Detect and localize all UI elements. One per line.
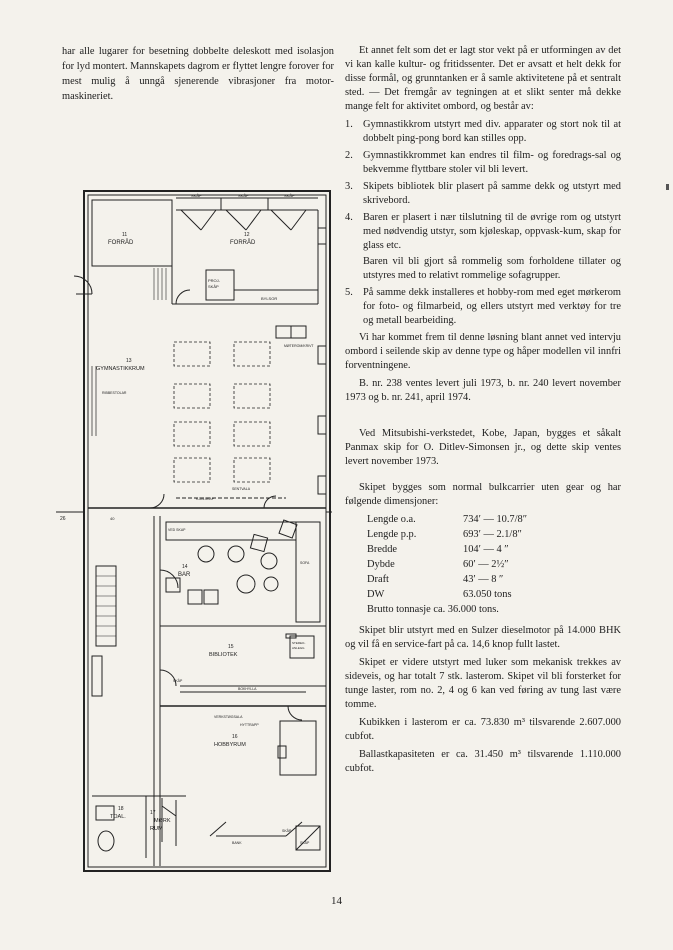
plan-label-kjolskap: KJØLSKAP xyxy=(196,497,215,501)
plan-label-sofa: SOFA xyxy=(300,561,310,565)
list-text: Gymnastikkrommet kan endres til film- og foredrags-sal og bekvemme flyttbare stoler vil bli levert. xyxy=(363,150,621,175)
plan-label-skap-5: SKÅP xyxy=(282,829,292,833)
plan-room-13-number: 13 xyxy=(126,358,132,364)
right-column xyxy=(345,44,621,780)
list-number: 4. xyxy=(345,212,353,223)
engine-paragraph: Skipet blir utstyrt med en Sulzer dieselmotor på 14.000 BHK og vil få en service-fart på ca. 14,6 knop fullt lastet. xyxy=(345,625,621,650)
deck-floorplan xyxy=(56,186,332,881)
delivery-paragraph: B. nr. 238 ventes levert juli 1973, b. nr. 240 levert november 1973 og b. nr. 241, april 1974. xyxy=(345,378,621,403)
list-item xyxy=(345,118,621,146)
plan-label-bylsor: BYLSOR xyxy=(261,296,278,301)
plan-label-moterom: MØTEROM/KRIVT xyxy=(284,344,314,348)
plan-room-18-name: TOAL. xyxy=(110,814,126,820)
plan-label-anlegg: ANLEGG xyxy=(292,646,305,650)
plan-room-14-number: 14 xyxy=(182,564,188,570)
plan-room-12-name: FORRÅD xyxy=(230,240,256,246)
plan-label-sentvala: SENTVALA xyxy=(232,487,251,491)
dimensions-intro: Skipet bygges som normal bulkcarrier uten gear og har følgende dimensjoner: xyxy=(345,482,621,507)
list-number: 5. xyxy=(345,287,353,298)
mitsubishi-paragraph: Ved Mitsubishi-verkstedet, Kobe, Japan, bygges et såkalt Panmax skip for O. Ditlev-Simonsen jr., og dette skip ventes levert november 1973. xyxy=(345,428,621,467)
plan-room-17-number: 17 xyxy=(150,810,156,816)
plan-room-16-name: HOBBYRUM xyxy=(214,742,246,748)
plan-room-11-number: 11 xyxy=(122,232,128,238)
cargo-cubic-paragraph: Kubikken i lasterom er ca. 73.830 m³ tilsvarende 2.607.000 cubfot. xyxy=(345,717,621,742)
plan-room-16-number: 16 xyxy=(232,734,238,740)
table-row: Bredde 104′ — 4 ″ xyxy=(367,544,509,555)
edge-mark xyxy=(666,184,669,190)
intro-paragraph: Et annet felt som det er lagt stor vekt på er utformingen av det vi kan kalle kultur- og fritidssenter. Det er avsatt et helt dekk for disse formål, og grunntanken er å samle aktivitetene på et sentralt sted. — Det fremgår av tegningen at et slikt senter må dekke mange felt for aktivitet ombord, og består av: xyxy=(345,45,621,112)
plan-room-18-number: 18 xyxy=(118,806,124,812)
plan-label-skap-4: SKÅP xyxy=(173,679,183,683)
list-text: På samme dekk installeres et hobby-rom med eget mørkerom for foto- og filmarbeid, og ellers utstyrt med verktøy for tre og metall bearbeiding. xyxy=(363,287,621,326)
table-row: DW 63.050 tons xyxy=(367,589,512,600)
list-item xyxy=(345,180,621,208)
plan-label-proj: PROJ- xyxy=(208,278,220,283)
plan-room-15-number: 15 xyxy=(228,644,234,650)
table-row: Lengde p.p. 693′ — 2.1/8″ xyxy=(367,529,522,540)
ballast-paragraph: Ballastkapasiteten er ca. 31.450 m³ tilsvarende 1.110.000 cubfot. xyxy=(345,749,621,774)
list-item xyxy=(345,149,621,177)
list-text: Skipets bibliotek blir plasert på samme dekk og utstyrt med skrivebord. xyxy=(363,181,621,206)
section-gap xyxy=(345,409,621,427)
plan-room-17-name-1: MØRK xyxy=(154,818,171,824)
plan-label-skap-3: SKÅP xyxy=(284,193,295,198)
list-text: Baren er plasert i nær tilslutning til de øvrige rom og utstyrt med nødvendig utstyr, som kjøleskap, oppvask-kum, skap for glass etc. xyxy=(363,212,621,251)
table-row xyxy=(367,603,527,618)
list-subtext: Baren vil bli gjort så rommelig som forholdene tillater og utstyres med to relativt rommelige sofagrupper. xyxy=(363,256,621,281)
list-number: 3. xyxy=(345,181,353,192)
plan-label-skap-1: SKÅP xyxy=(191,193,202,198)
plan-room-11-name: FORRÅD xyxy=(108,240,134,246)
plan-room-14-name: BAR xyxy=(178,572,191,578)
plan-room-13-name: GYMNASTIKKRUM xyxy=(96,366,145,372)
plan-label-proj-skap: SKÅP xyxy=(208,284,219,289)
plan-room-12-number: 12 xyxy=(244,232,250,238)
list-number: 2. xyxy=(345,150,353,161)
list-number: 1. xyxy=(345,119,353,130)
table-row: Lengde o.a. 734′ — 10.7/8″ xyxy=(367,514,528,525)
plan-label-vedskap: VED SKAP xyxy=(168,528,186,532)
floorplan-drawing xyxy=(56,186,332,876)
left-paragraph: har alle lugarer for besetning dobbelte deleskott med isolasjon for lyd montert. Mannskapets dagrom er flyttet lengre forover for mest mulig å unngå sjenerende vibrasjoner fra motor-maskineriet. xyxy=(62,46,334,102)
plan-mark-40: 40 xyxy=(110,516,115,521)
list-item xyxy=(345,286,621,328)
list-item xyxy=(345,211,621,283)
activity-list xyxy=(345,118,621,328)
plan-room-15-name: BIBLIOTEK xyxy=(209,652,238,658)
table-row: Draft 43′ — 8 ″ xyxy=(367,574,504,585)
plan-label-bank: BANK xyxy=(232,841,242,845)
hatches-paragraph: Skipet er videre utstyrt med luker som mekanisk trekkes av sideveis, og har totalt 7 stk. lasterom. Skipet vil bli forsterket for tunge laster, rom no. 2, 4 og 6 kan ved føring av tung last være tomme. xyxy=(345,657,621,710)
brutto-line: Brutto tonnasje ca. 36.000 tons. xyxy=(367,604,499,615)
plan-label-verkstad: VERKSTØGSALA xyxy=(214,715,243,719)
plan-label-skap-6: SKÅP xyxy=(300,841,310,845)
plan-label-ribbestolar: RIBBESTOLAR xyxy=(102,391,127,395)
plan-label-hyttrapp: HYTTRAPP xyxy=(240,723,259,727)
plan-label-skap-2: SKÅP xyxy=(238,193,249,198)
list-text: Gymnastikkrom utstyrt med div. apparater og stort nok til at dobbelt ping-pong bord kan stilles opp. xyxy=(363,119,621,144)
plan-label-bokhylla: BOKHYLLA xyxy=(238,687,257,691)
page-number: 14 xyxy=(331,895,342,907)
interview-paragraph: Vi har kommet frem til denne løsning blant annet ved intervju ombord i seilende skip av denne type og håper modellen vil innfri forventningene. xyxy=(345,332,621,371)
dimensions-table xyxy=(367,513,527,618)
plan-label-stereo: STEREO- xyxy=(292,641,306,645)
plan-room-17-name-2: RUM xyxy=(150,826,163,832)
plan-mark-26: 26 xyxy=(60,516,66,522)
table-row: Dybde 60′ — 2½″ xyxy=(367,559,509,570)
